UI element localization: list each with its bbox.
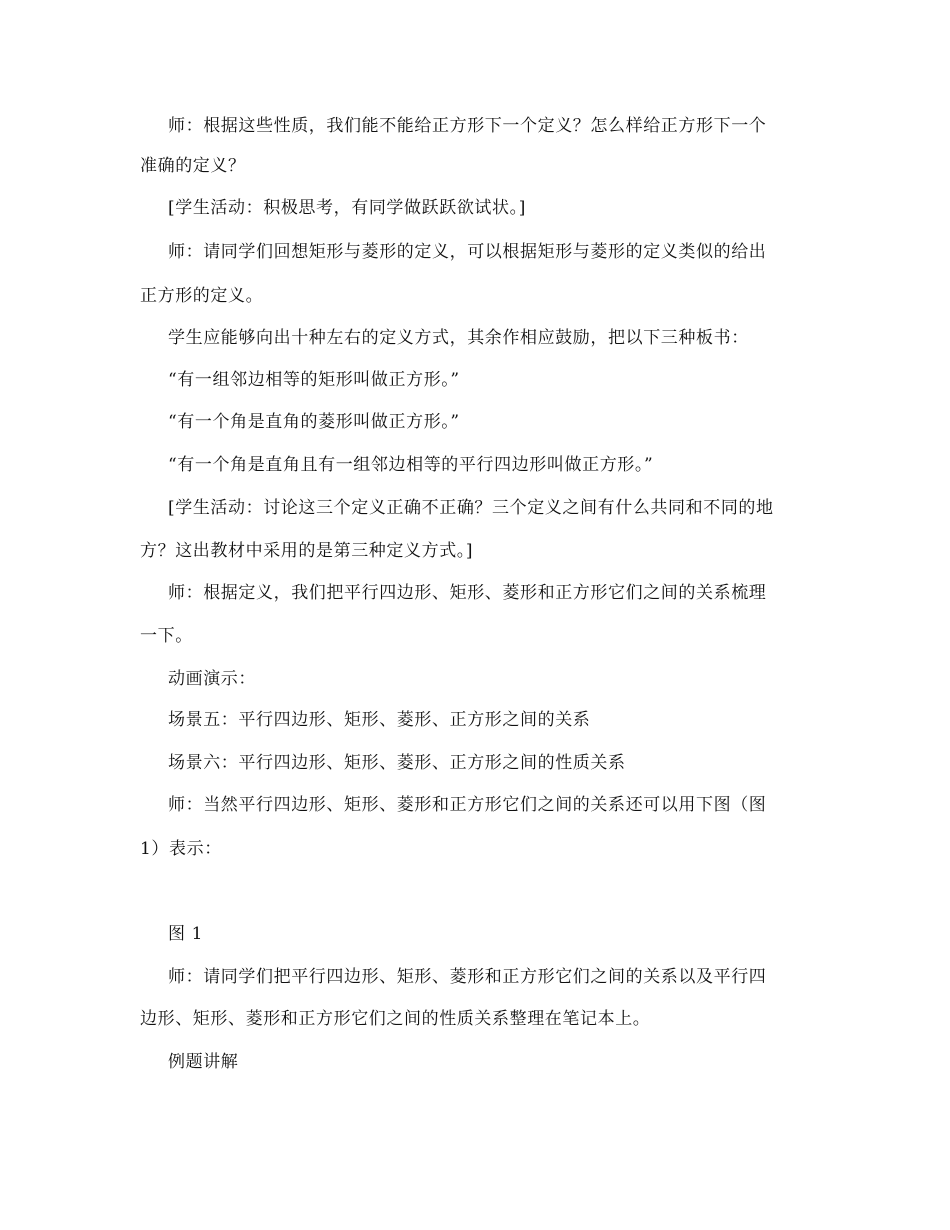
text-line: 师：当然平行四边形、矩形、菱形和正方形它们之间的关系还可以用下图（图 — [168, 795, 767, 815]
text-line: 学生应能够向出十种左右的定义方式，其余作相应鼓励，把以下三种板书： — [168, 328, 749, 348]
text-line: 准确的定义？ — [140, 156, 246, 176]
text-line: 师：请同学们回想矩形与菱形的定义，可以根据矩形与菱形的定义类似的给出 — [168, 242, 767, 262]
text-line: “有一个角是直角的菱形叫做正方形。” — [168, 412, 460, 432]
text-line: 师：根据定义，我们把平行四边形、矩形、菱形和正方形它们之间的关系梳理 — [168, 583, 767, 603]
text-line: 方？这出教材中采用的是第三种定义方式。] — [140, 541, 474, 561]
text-line: 边形、矩形、菱形和正方形它们之间的性质关系整理在笔记本上。 — [140, 1009, 651, 1029]
figure-caption: 图 1 — [168, 924, 204, 944]
text-line: 场景五：平行四边形、矩形、菱形、正方形之间的关系 — [168, 710, 591, 730]
text-line: [学生活动：讨论这三个定义正确不正确？三个定义之间有什么共同和不同的地 — [168, 498, 774, 518]
section-heading: 例题讲解 — [168, 1052, 239, 1072]
text-line: “有一组邻边相等的矩形叫做正方形。” — [168, 370, 460, 390]
text-line: 1）表示： — [140, 839, 222, 859]
text-line: 动画演示： — [168, 669, 256, 689]
text-line: 一下。 — [140, 626, 193, 646]
text-line: “有一个角是直角且有一组邻边相等的平行四边形叫做正方形。” — [168, 455, 654, 475]
text-line: 场景六：平行四边形、矩形、菱形、正方形之间的性质关系 — [168, 753, 626, 773]
text-line: 正方形的定义。 — [140, 286, 264, 306]
text-line: 师：根据这些性质，我们能不能给正方形下一个定义？怎么样给正方形下一个 — [168, 116, 767, 136]
text-line: [学生活动：积极思考，有同学做跃跃欲试状。] — [168, 198, 526, 218]
text-line: 师：请同学们把平行四边形、矩形、菱形和正方形它们之间的关系以及平行四 — [168, 967, 767, 987]
